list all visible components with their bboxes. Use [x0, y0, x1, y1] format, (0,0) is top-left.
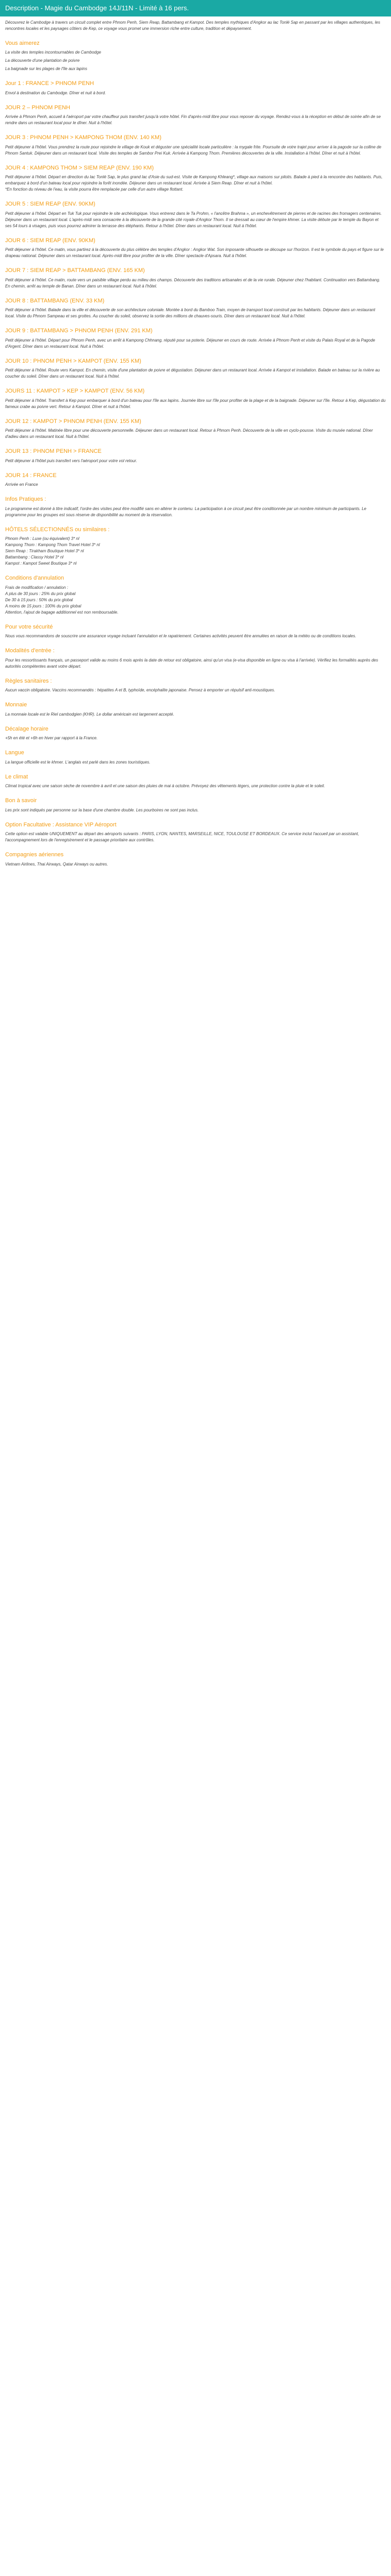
section-title: Option Facultative : Assistance VIP Aéroport — [5, 821, 117, 828]
day-title: JOUR 3 : PHNOM PENH > KAMPONG THOM (ENV. 140 KM) — [5, 134, 161, 141]
section-text: Pour les ressortissants français, un passeport valide au moins 6 mois après la date de retour est obligatoire, ainsi qu'un visa (e-visa disponible en ligne ou visa à l'arrivée). Vérifiez les formalités auprès des autorités compétentes avant votre départ. — [5, 657, 378, 669]
day-description: Envol à destination du Cambodge. Dîner et nuit à bord. — [5, 90, 106, 95]
section-title: Monnaie — [5, 702, 27, 708]
page — [0, 0, 391, 880]
section-text: Cette option est valable UNIQUEMENT au départ des aéroports suivants : PARIS, LYON, NANTES, MARSEILLE, NICE, TOULOUSE ET BORDEAUX. Ce service inclut l'accueil par un assistant, l'accompagnement lors de l'enregistrement et le passage prioritaire aux contrôles. — [5, 832, 360, 842]
section-text: Les prix sont indiqués par personne sur la base d'une chambre double. Les pourboires ne sont pas inclus. — [5, 807, 199, 812]
section-text: Vietnam Airlines, Thai Airways, Qatar Airways ou autres. — [5, 861, 108, 867]
day-description: Petit déjeuner à l'hôtel puis transfert vers l'aéroport pour votre vol retour. — [5, 458, 137, 463]
list-item: La découverte d'une plantation de poivre — [5, 58, 80, 63]
day-description: Petit déjeuner à l'hôtel. Matinée libre pour une découverte personnelle. Déjeuner dans un restaurant local. Retour à Phnom Penh. Découverte de la ville en cyclo-pousse. Visite du musée national. Dîner d'adieu dans un restaurant local. Nuit à l'hôtel. — [5, 428, 373, 439]
day-description: Petit déjeuner à l'hôtel. Balade dans la ville et découverte de son architecture coloniale. Montée à bord du Bamboo Train, moyen de transport local construit par les habitants. Déjeuner dans un restaurant local. Visite du Phnom Sampeau et ses grottes. Au coucher du soleil, observez la sortie des millions de chauves-souris. Dîner dans un restaurant local. Nuit à l'hôtel. — [5, 308, 376, 318]
section-title: Règles sanitaires : — [5, 677, 52, 684]
day-description: Arrivée à Phnom Penh, accueil à l'aéroport par votre chauffeur puis transfert jusqu'à votre hôtel. Fin d'après-midi libre pour vous reposer du voyage. Rendez-vous à la réception en début de soirée afin de se rendre dans un restaurant local pour le dîner. Nuit à l'hôtel. — [5, 114, 381, 125]
description-content — [0, 16, 391, 880]
day-description: Petit déjeuner à l'hôtel. Vous prendrez la route pour rejoindre le village de Kouk et déguster une spécialité locale particulière : la mygale frite. Poursuite de votre trajet pour arriver à la pagode sur la colline de Phnom Santuk. Déjeuner dans un restaurant local. Visite des temples de Sambor Prei Kuk. Arrivée à Kampong Thom. Premières découvertes de la ville. Installation à l'hôtel. Dîner et nuit à l'hôtel. — [5, 144, 382, 156]
section-text: Climat tropical avec une saison sèche de novembre à avril et une saison des pluies de mai à octobre. Prévoyez des vêtements légers, une protection contre la pluie et le soleil. — [5, 784, 325, 788]
intro-paragraph: Découvrez le Cambodge à travers un circuit complet entre Phnom Penh, Siem Reap, Battambang et Kampot. Des temples mythiques d'Angkor au lac Tonlé Sap en passant par les villages authentiques, les rencontres locales et les paysages côtiers de Kep, ce voyage vous promet une immersion riche entre culture, tradition et dépaysement. — [5, 20, 380, 31]
day-title: JOURS 11 : KAMPOT > KEP > KAMPOT (ENV. 56 KM) — [5, 388, 145, 394]
section-title: Bon à savoir — [5, 798, 37, 804]
day-title: JOUR 9 : BATTAMBANG > PHNOM PENH (ENV. 291 KM) — [5, 328, 153, 334]
day-title: JOUR 13 : PHNOM PENH > FRANCE — [5, 448, 102, 454]
section-text: Frais de modification / annulation : A plus de 30 jours : 25% du prix global De 30 à 15 jours : 50% du prix global A moins de 15 jours : 100% du prix global Attention, l'ajout de bagage additionnel est non remboursable. — [5, 585, 119, 615]
section-text: +5h en été et +6h en hiver par rapport à la France. — [5, 736, 98, 740]
page-header — [0, 0, 391, 16]
day-description: Petit déjeuner à l'hôtel. Départ en Tuk Tuk pour rejoindre le site archéologique. Vous entrerez dans le Ta Prohm, « l'ancêtre Brahma », un enchevêtrement de pierres et de racines des fromagers centenaires. Déjeuner dans un restaurant local. L'après-midi sera consacrée à la découverte de la grande cité royale d'Angkor Thom. Il se dressait au cœur de l'empire khmer. La visite débute par le temple du Bayon et ses 54 tours à visages, puis vous pourrez admirer la terrasse des éléphants. Retour à l'hôtel. Dîner dans un restaurant local. Nuit à l'hôtel. — [5, 211, 382, 228]
section-text: Le programme est donné à titre indicatif, l'ordre des visites peut être modifié sans en altérer le contenu. La participation à ce circuit peut être conditionnée par un nombre minimum de participants. Le programme pour les groupes est sous réserve de disponibilité au moment de la réservation. — [5, 506, 367, 517]
section-title: Pour votre sécurité — [5, 623, 53, 630]
day-description: Petit déjeuner à l'hôtel. Départ pour Phnom Penh, avec un arrêt à Kampong Chhnang, réputé pour sa poterie. Déjeuner en cours de route. Arrivée à Phnom Penh et visite du Palais Royal et de la Pagode d'Argent. Dîner dans un restaurant local. Nuit à l'hôtel. — [5, 337, 376, 349]
section-title: Modalités d'entrée : — [5, 648, 55, 654]
section-title: Le climat — [5, 773, 28, 780]
itinerary — [5, 79, 386, 488]
list-item: La baignade sur les plages de l'île aux lapins — [5, 66, 87, 71]
day-title: JOUR 7 : SIEM REAP > BATTAMBANG (ENV. 165 KM) — [5, 267, 145, 274]
day-title: JOUR 4 : KAMPONG THOM > SIEM REAP (ENV. 190 KM) — [5, 164, 154, 171]
day-description: Petit déjeuner à l'hôtel. Départ en direction du lac Tonlé Sap, le plus grand lac d'Asie du sud-est. Visite de Kampong Khleang*, village aux maisons sur pilotis. Balade à pied à la rencontre des habitants. Puis, embarquez à bord d'un bateau local pour rejoindre la forêt inondée. Déjeuner dans un restaurant local. Arrivée à Siem Reap. Dîner et nuit à l'hôtel. *En fonction du niveau de l'eau, la visite pourra être remplacée par celle d'un autre village flottant. — [5, 175, 383, 192]
section-title: Infos Pratiques : — [5, 496, 46, 502]
highlights-title: Vous aimerez — [5, 40, 40, 46]
section-text: La langue officielle est le khmer. L'anglais est parlé dans les zones touristiques. — [5, 759, 151, 765]
day-title: JOUR 8 : BATTAMBANG (ENV. 33 KM) — [5, 297, 105, 304]
day-title: JOUR 2 – PHNOM PENH — [5, 104, 70, 111]
day-title: JOUR 5 : SIEM REAP (ENV. 90KM) — [5, 201, 95, 207]
section-title: Conditions d'annulation — [5, 575, 64, 581]
section-text: La monnaie locale est le Riel cambodgien (KHR). Le dollar américain est largement accepté. — [5, 711, 174, 717]
list-item: La visite des temples incontournables de Cambodge — [5, 50, 101, 55]
day-title: JOUR 14 : FRANCE — [5, 472, 57, 479]
day-description: Petit déjeuner à l'hôtel. Transfert à Kep pour embarquer à bord d'un bateau pour l'île aux lapins. Journée libre sur l'île pour profiter de la plage et de la baignade. Déjeuner sur l'île. Retour à Kep, dégustation du fameux crabe au poivre vert. Retour à Kampot. Dîner et nuit à l'hôtel. — [5, 398, 386, 409]
section-text: Phnom Penh : Luxe (ou équivalent) 3* nl Kampong Thom : Kampong Thom Travel Hotel 3* nl Siem Reap : Tirakham Boutique Hotel 3* nl Battambang : Classy Hotel 3* nl Kampot : Kampot Sweet Boutique 3* nl — [5, 536, 100, 566]
day-description: Petit déjeuner à l'hôtel. Ce matin, vous partirez à la découverte du plus célèbre des temples d'Angkor : Angkor Wat. Son imposante silhouette se découpe sur l'horizon. Il est le symbole du pays et figure sur le drapeau national. Déjeuner dans un restaurant local. Après-midi libre pour profiter de la ville. Dîner spectacle d'Apsara. Nuit à l'hôtel. — [5, 247, 384, 258]
section-text: Aucun vaccin obligatoire. Vaccins recommandés : hépatites A et B, typhoïde, encéphalite japonaise. Pensez à emporter un répulsif anti-moustiques. — [5, 688, 275, 692]
day-title: JOUR 12 : KAMPOT > PHNOM PENH (ENV. 155 KM) — [5, 418, 141, 425]
section-title: Compagnies aériennes — [5, 852, 64, 858]
highlights-list — [5, 49, 386, 72]
practical-info — [5, 495, 386, 868]
section-title: HÔTELS SÉLECTIONNÉS ou similaires : — [5, 526, 110, 533]
day-title: Jour 1 : FRANCE > PHNOM PENH — [5, 80, 94, 87]
section-text: Nous vous recommandons de souscrire une assurance voyage incluant l'annulation et le rapatriement. Certaines activités peuvent être annulées en raison de la météo ou de conditions locales. — [5, 634, 356, 638]
section-title: Langue — [5, 750, 24, 756]
day-description: Arrivée en France — [5, 482, 38, 487]
day-title: JOUR 6 : SIEM REAP (ENV. 90KM) — [5, 237, 95, 244]
day-description: Petit déjeuner à l'hôtel. Ce matin, route vers un paisible village perdu au milieu des champs. Découverte des traditions artisanales et de la vie rurale. Déjeuner chez l'habitant. Continuation vers Battambang. En chemin, arrêt au temple de Banan. Dîner dans un restaurant local. Nuit à l'hôtel. — [5, 277, 381, 289]
day-title: JOUR 10 : PHNOM PENH > KAMPOT (ENV. 155 KM) — [5, 358, 141, 364]
page-title: Description - Magie du Cambodge 14J/11N - Limité à 16 pers. — [5, 4, 189, 12]
day-description: Petit déjeuner à l'hôtel. Route vers Kampot. En chemin, visite d'une plantation de poivre et dégustation. Déjeuner dans un restaurant local. Arrivée à Kampot et installation. Balade en bateau sur la rivière au coucher du soleil. Dîner dans un restaurant local. Nuit à l'hôtel. — [5, 368, 380, 379]
section-title: Décalage horaire — [5, 725, 48, 732]
